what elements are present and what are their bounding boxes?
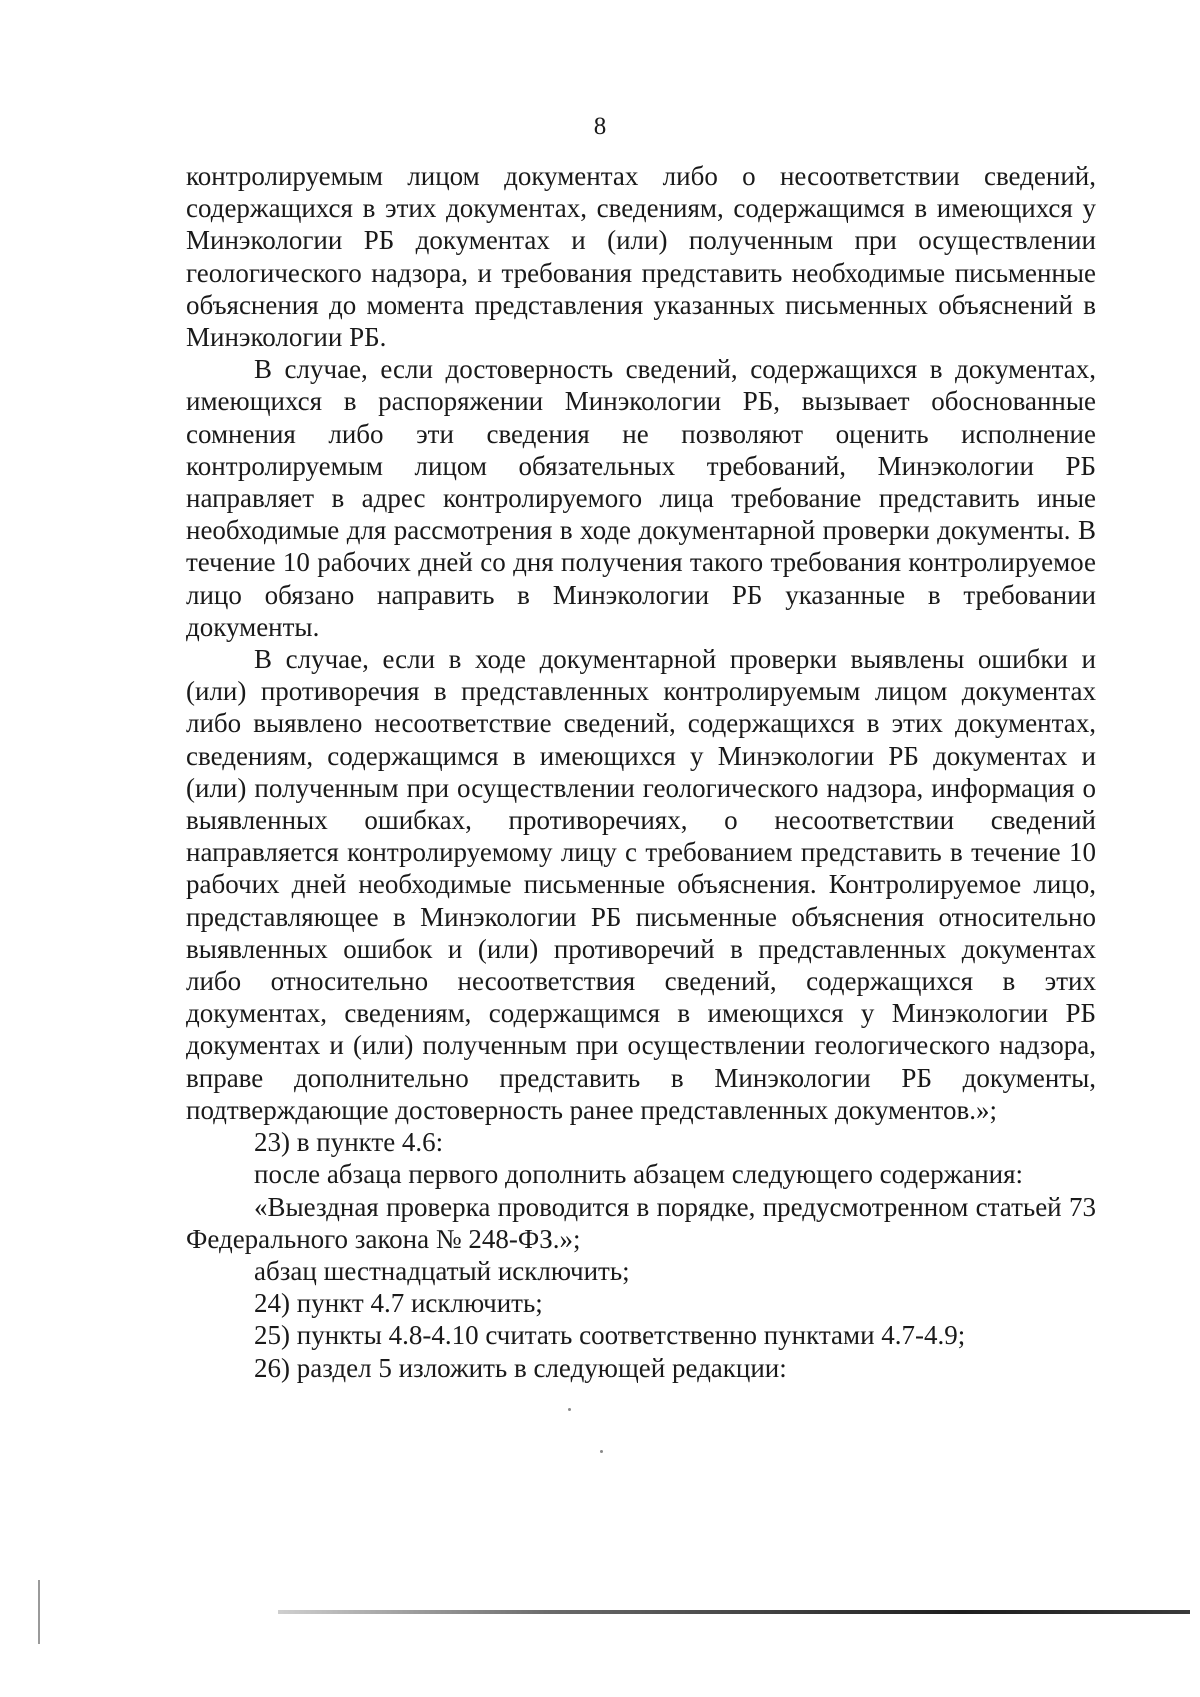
page-number: 8 <box>593 113 607 140</box>
paragraph-errors-found: В случае, если в ходе документарной проверки выявлены ошибки и (или) противоречия в представленных контролируемым лицом документах либо выявлено несоответствие сведений, содержащихся в этих документах, сведениям, содержащимся в имеющихся у Минэкологии РБ документах и (или) полученным при осуществлении геологического надзора, информация о выявленных ошибках, противоречиях, о несоответствии сведений направляется контролируемому лицу с требованием представить в течение 10 рабочих дней необходимые письменные объяснения. Контролируемое лицо, представляющее в Минэкологии РБ письменные объяснения относительно выявленных ошибок и (или) противоречий в представленных документах либо относительно несоответствия сведений, содержащихся в этих документах, сведениям, содержащимся в имеющихся у Минэкологии РБ документах и (или) полученным при осуществлении геологического надзора, вправе дополнительно представить в Минэкологии РБ документы, подтверждающие достоверность ранее представленных документов.»; <box>186 644 1096 1125</box>
item-25: 25) пункты 4.8-4.10 считать соответственно пунктами 4.7-4.9; <box>254 1320 966 1351</box>
paragraph-continuation: контролируемым лицом документах либо о несоответствии сведений, содержащихся в этих документах, сведениям, содержащимся в имеющихся у Минэкологии РБ документах и (или) полученным при осуществлении геологического надзора, и требования представить необходимые письменные объяснения до момента представления указанных письменных объяснений в Минэкологии РБ. <box>186 161 1096 353</box>
item-24: 24) пункт 4.7 исключить; <box>254 1288 543 1319</box>
scan-speck <box>568 1408 571 1411</box>
paragraph-reliability-doubts: В случае, если достоверность сведений, содержащихся в документах, имеющихся в распоряжении Минэкологии РБ, вызывает обоснованные сомнения либо эти сведения не позволяют оценить исполнение контролируемым лицом обязательных требований, Минэкологии РБ направляет в адрес контролируемого лица требование представить иные необходимые для рассмотрения в ходе документарной проверки документы. В течение 10 рабочих дней со дня получения такого требования контролируемое лицо обязано направить в Минэкологии РБ указанные в требовании документы. <box>186 354 1096 642</box>
item-23-addition: после абзаца первого дополнить абзацем следующего содержания: <box>254 1159 1024 1190</box>
document-body <box>186 160 1096 1384</box>
scan-bottom-rule <box>278 1610 1190 1614</box>
item-23-quote: «Выездная проверка проводится в порядке, предусмотренном статьей 73 Федерального закона № 248-ФЗ.»; <box>186 1191 1096 1254</box>
scan-speck <box>600 1450 603 1453</box>
scan-edge-mark <box>38 1580 40 1644</box>
item-23-exclusion: абзац шестнадцатый исключить; <box>254 1255 630 1286</box>
item-23: 23) в пункте 4.6: <box>254 1127 444 1158</box>
item-26: 26) раздел 5 изложить в следующей редакции: <box>254 1352 787 1383</box>
